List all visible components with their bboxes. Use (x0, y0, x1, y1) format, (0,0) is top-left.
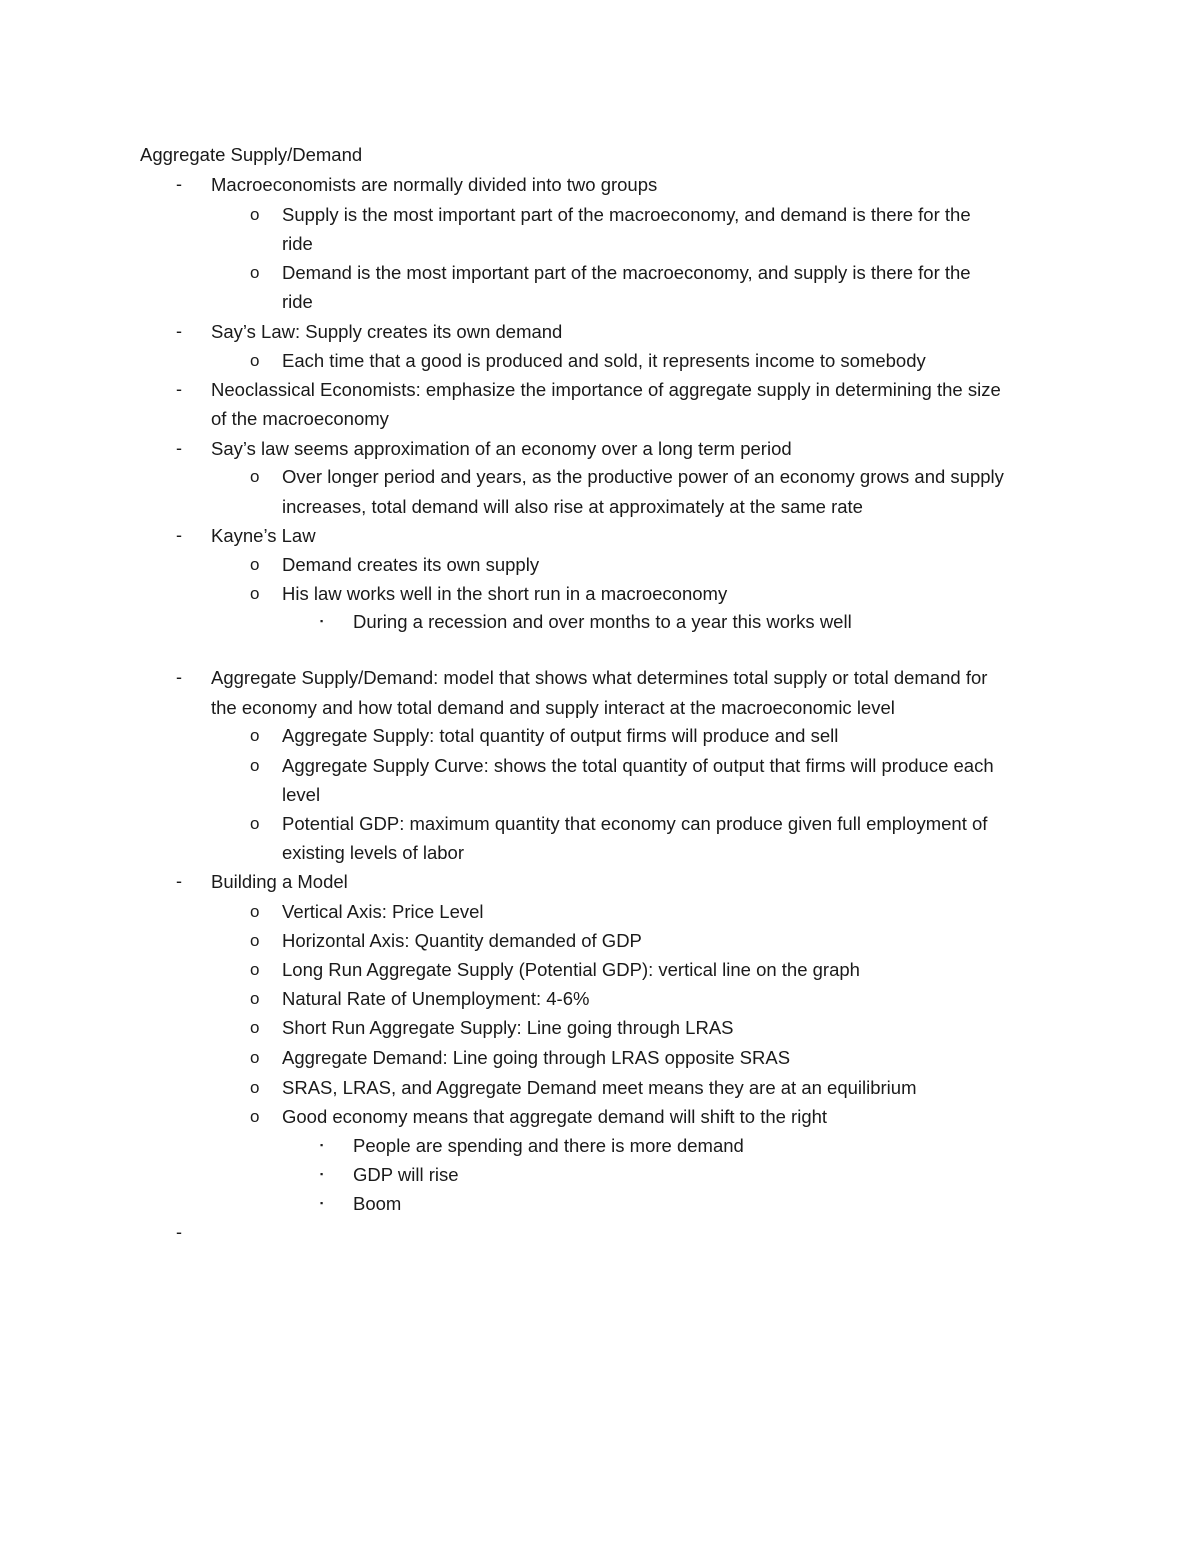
bullet-circle-marker: o (250, 1048, 260, 1067)
bullet-dash-marker: - (176, 321, 182, 341)
outline-item-text: Horizontal Axis: Quantity demanded of GDP (282, 930, 642, 951)
outline-item-text: Natural Rate of Unemployment: 4-6% (282, 988, 590, 1009)
bullet-circle-marker: o (250, 756, 260, 775)
outline-item-text: His law works well in the short run in a macroeconomy (282, 583, 728, 604)
outline-item-text: GDP will rise (353, 1164, 459, 1185)
outline-item-text: Supply is the most important part of the macroeconomy, and demand is there for the (282, 204, 971, 225)
outline-item-text: the economy and how total demand and supply interact at the macroeconomic level (211, 697, 895, 718)
bullet-square-marker: ▪ (320, 1140, 324, 1150)
bullet-circle-marker: o (250, 960, 260, 979)
outline-item-text: During a recession and over months to a year this works well (353, 611, 852, 632)
outline-item-text: Say’s law seems approximation of an economy over a long term period (211, 438, 792, 459)
bullet-dash-marker: - (176, 379, 182, 399)
outline-item-text: SRAS, LRAS, and Aggregate Demand meet means they are at an equilibrium (282, 1077, 917, 1098)
bullet-square-marker: ▪ (320, 1169, 324, 1179)
bullet-circle-marker: o (250, 989, 260, 1008)
bullet-dash-marker: - (176, 871, 182, 891)
bullet-circle-marker: o (250, 467, 260, 486)
bullet-circle-marker: o (250, 205, 260, 224)
document-title: Aggregate Supply/Demand (140, 144, 363, 165)
outline-item-text: Good economy means that aggregate demand will shift to the right (282, 1106, 828, 1127)
outline-item-text: Vertical Axis: Price Level (282, 901, 484, 922)
bullet-circle-marker: o (250, 1078, 260, 1097)
outline-item-text: People are spending and there is more demand (353, 1135, 744, 1156)
outline-item-text: existing levels of labor (282, 842, 465, 863)
outline-item-text: Aggregate Demand: Line going through LRAS opposite SRAS (282, 1047, 791, 1068)
outline-item-text: Demand creates its own supply (282, 554, 540, 575)
outline-item-text: Demand is the most important part of the macroeconomy, and supply is there for the (282, 262, 971, 283)
bullet-dash-marker: - (176, 438, 182, 458)
bullet-circle-marker: o (250, 814, 260, 833)
outline-item-text: of the macroeconomy (211, 408, 389, 429)
bullet-circle-marker: o (250, 1107, 260, 1126)
outline-item-text: level (282, 784, 321, 805)
outline-item-text: increases, total demand will also rise at approximately at the same rate (282, 496, 863, 517)
outline-item-text: Macroeconomists are normally divided into two groups (211, 174, 658, 195)
outline-item-text: Building a Model (211, 871, 348, 892)
bullet-circle-marker: o (250, 902, 260, 921)
bullet-square-marker: ▪ (320, 616, 324, 626)
outline-item-text: Potential GDP: maximum quantity that economy can produce given full employment of (282, 813, 988, 834)
bullet-circle-marker: o (250, 584, 260, 603)
bullet-circle-marker: o (250, 351, 260, 370)
bullet-dash-marker: - (176, 174, 182, 194)
outline-item-text: Aggregate Supply Curve: shows the total quantity of output that firms will produce each (282, 755, 994, 776)
bullet-dash-marker: - (176, 667, 182, 687)
bullet-circle-marker: o (250, 931, 260, 950)
outline-item-text: Boom (353, 1193, 402, 1214)
bullet-circle-marker: o (250, 263, 260, 282)
outline-item-text: ride (282, 291, 313, 312)
outline-item-text: Over longer period and years, as the productive power of an economy grows and supply (282, 466, 1004, 487)
outline-item-text: Each time that a good is produced and sold, it represents income to somebody (282, 350, 926, 371)
outline-item-text: Long Run Aggregate Supply (Potential GDP): vertical line on the graph (282, 959, 860, 980)
bullet-dash-marker: - (176, 1222, 182, 1242)
outline-item-text: ride (282, 233, 313, 254)
bullet-circle-marker: o (250, 726, 260, 745)
outline-item-text: Neoclassical Economists: emphasize the importance of aggregate supply in determining the size (211, 379, 1001, 400)
outline-item-text: Aggregate Supply: total quantity of output firms will produce and sell (282, 725, 839, 746)
outline-item-text: Short Run Aggregate Supply: Line going through LRAS (282, 1017, 734, 1038)
bullet-circle-marker: o (250, 1018, 260, 1037)
outline-item-text: Aggregate Supply/Demand: model that shows what determines total supply or total demand for (211, 667, 988, 688)
bullet-circle-marker: o (250, 555, 260, 574)
bullet-square-marker: ▪ (320, 1198, 324, 1208)
bullet-dash-marker: - (176, 525, 182, 545)
outline-item-text: Kayne’s Law (211, 525, 316, 546)
outline-item-text: Say’s Law: Supply creates its own demand (211, 321, 563, 342)
